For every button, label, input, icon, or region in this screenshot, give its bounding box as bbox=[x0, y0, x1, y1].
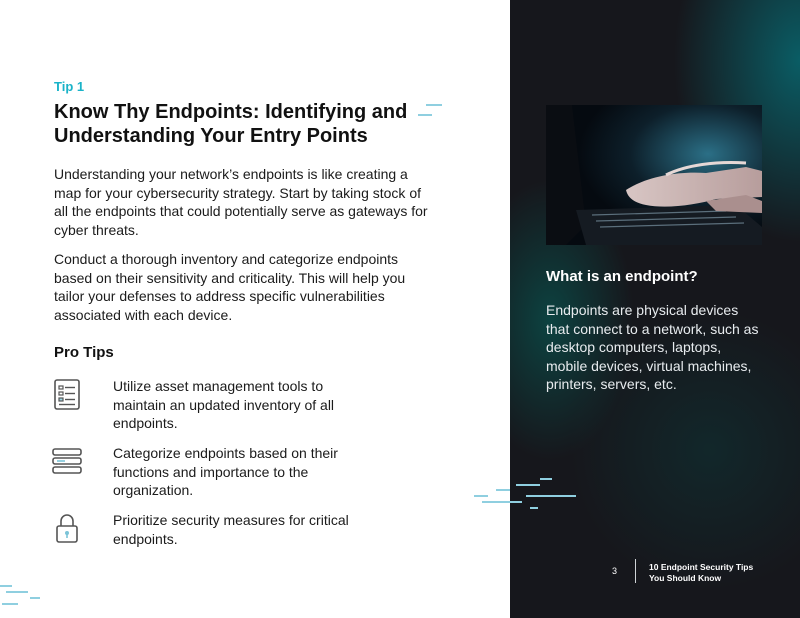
laptop-typing-photo bbox=[546, 105, 762, 245]
footer-divider bbox=[635, 559, 636, 583]
sidebar-text: Endpoints are physical devices that connect to a network, such as desktop computers, laptops, mobile devices, virtual machines, printers, servers, etc. bbox=[546, 302, 759, 392]
decorative-dashes-top bbox=[416, 100, 446, 122]
checklist-icon bbox=[50, 377, 84, 411]
footer-doc-title: 10 Endpoint Security Tips You Should Know bbox=[649, 562, 754, 583]
page-number: 3 bbox=[612, 566, 618, 576]
server-stack-icon bbox=[50, 444, 84, 478]
padlock-icon bbox=[50, 511, 84, 545]
pro-tip-text: Utilize asset management tools to maintain an updated inventory of all endpoints. bbox=[113, 378, 335, 431]
decorative-dashes-bottom-left bbox=[0, 582, 50, 608]
page-title: Know Thy Endpoints: Identifying and Understanding Your Entry Points bbox=[54, 101, 408, 147]
sidebar-heading: What is an endpoint? bbox=[546, 268, 698, 285]
decorative-dashes-mid bbox=[470, 476, 580, 512]
pro-tips-heading: Pro Tips bbox=[54, 344, 114, 361]
pro-tip-text: Categorize endpoints based on their functions and importance to the organization. bbox=[113, 445, 338, 498]
intro-paragraph: Understanding your network’s endpoints is like creating a map for your cybersecurity strategy. Start by taking stock of all the endpoints that could potentially serve as gateways for cyber threats. bbox=[54, 166, 428, 238]
inventory-paragraph: Conduct a thorough inventory and categorize endpoints based on their sensitivity and criticality. This will help you tailor your defenses to address specific vulnerabilities associated with each device. bbox=[54, 251, 406, 323]
tip-label: Tip 1 bbox=[54, 79, 85, 94]
pro-tip-text: Prioritize security measures for critical endpoints. bbox=[113, 512, 349, 547]
